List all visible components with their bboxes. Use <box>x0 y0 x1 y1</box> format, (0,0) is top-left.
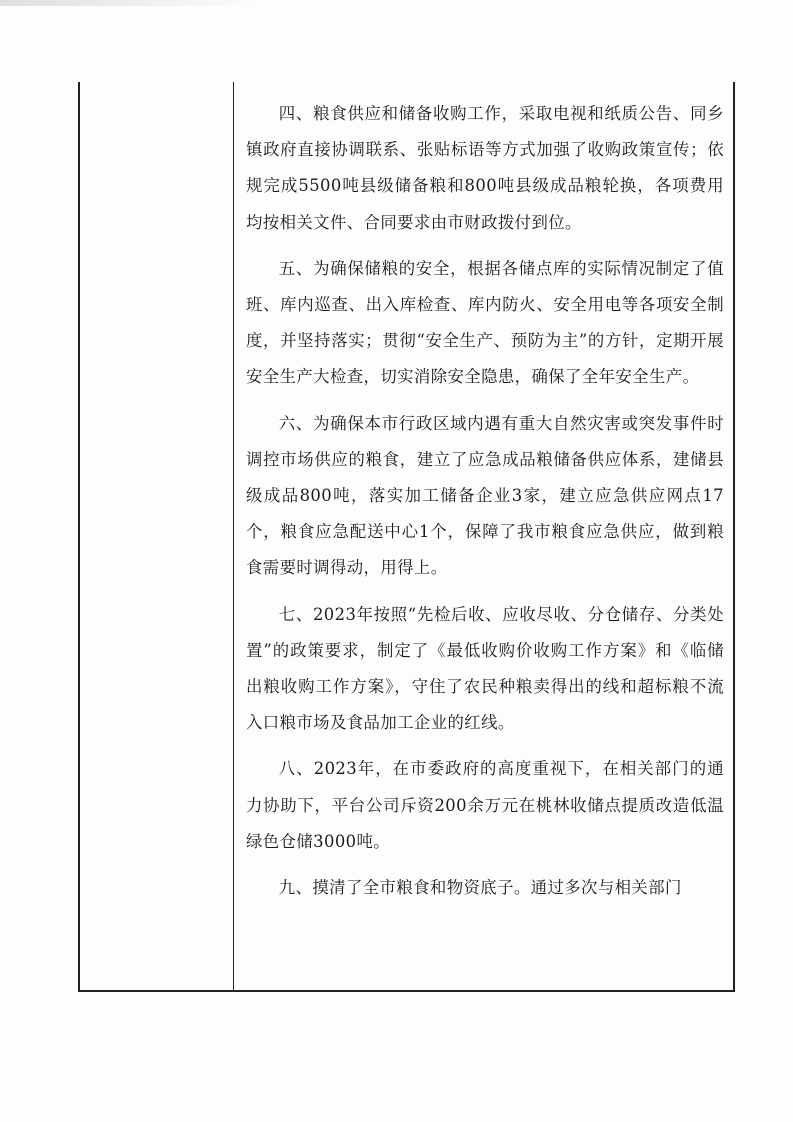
scan-edge-mark <box>0 0 260 6</box>
paragraph-4: 四、粮食供应和储备收购工作，采取电视和纸质公告、同乡镇政府直接协调联系、张贴标语等方式加强了收购政策宣传；依规完成5500吨县级储备粮和800吨县级成品粮轮换，各项费用均按相关文件、合同要求由市财政拨付到位。 <box>246 104 724 232</box>
paragraph-5: 五、为确保储粮的安全，根据各储点库的实际情况制定了值班、库内巡查、出入库检查、库内防火、安全用电等各项安全制度，并坚持落实；贯彻“安全生产、预防为主”的方针，定期开展安全生产大检查，切实消除安全隐患，确保了全年安全生产。 <box>246 258 724 387</box>
paragraph-7: 七、2023年按照“先检后收、应收尽收、分仓储存、分类处置”的政策要求，制定了《最低收购价收购工作方案》和《临储出粮收购工作方案》，守住了农民种粮卖得出的线和超标粮不流入口粮市场及食品加工企业的红线。 <box>246 604 724 733</box>
paragraph-8: 八、2023年，在市委政府的高度重视下，在相关部门的通力协助下，平台公司斥资200余万元在桃林收储点提质改造低温绿色仓储3000吨。 <box>246 759 724 851</box>
paragraph-6: 六、为确保本市行政区域内遇有重大自然灾害或突发事件时调控市场供应的粮食，建立了应急成品粮储备供应体系，建储县级成品800吨，落实加工储备企业3家，建立应急供应网点17个，粮食应急配送中心1个，保障了我市粮食应急供应，做到粮食需要时调得动，用得上。 <box>246 413 724 578</box>
paragraph-9: 九、摸清了全市粮食和物资底子。通过多次与相关部门 <box>278 878 682 898</box>
table-content-cell <box>246 96 724 906</box>
table-column-divider <box>233 82 234 992</box>
